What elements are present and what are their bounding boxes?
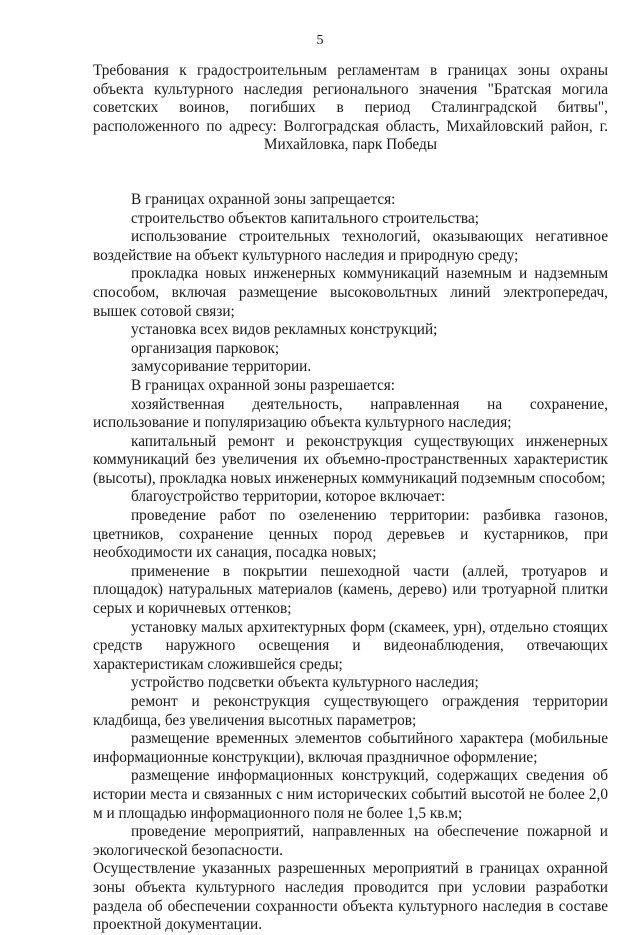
paragraph-item: прокладка новых инженерных коммуникаций наземным и надземным способом, включая размещение высоковольтных линий электропередач, вышек сотовой связи; bbox=[93, 265, 608, 320]
paragraph-item: устройство подсветки объекта культурного наследия; bbox=[131, 674, 479, 692]
paragraph-item: применение в покрытии пешеходной части (аллей, тротуаров и площадок) натуральных материалов (камень, дерево) или тротуарной плитки серых и коричневых оттенков; bbox=[93, 562, 608, 618]
paragraph-item: хозяйственная деятельность, направленная на сохранение, использование и популяризацию объекта культурного наследия; bbox=[93, 395, 608, 432]
paragraph-item: строительство объектов капитального строительства; bbox=[131, 209, 479, 227]
paragraph-item: проведение работ по озеленению территории: разбивка газонов, цветников, сохранение ценных пород деревьев и кустарников, при необходимости их санация, посадка новых; bbox=[93, 507, 608, 562]
paragraph-allowed-heading: В границах охранной зоны разрешается: bbox=[131, 376, 396, 394]
paragraph-item: использование строительных технологий, оказывающих негативное воздействие на объект культурного наследия и природную среду; bbox=[93, 228, 608, 264]
paragraph-item: размещение временных элементов событийного характера (мобильные информационные конструкции), включая праздничное оформление; bbox=[93, 730, 608, 766]
document-body bbox=[93, 62, 608, 935]
paragraph-item: размещение информационных конструкций, содержащих сведения об истории места и связанных с ним исторических событий высотой не более 2,0 м и площадью информационного поля не более 1,5 кв.м; bbox=[93, 767, 608, 822]
paragraph-item: проведение мероприятий, направленных на обеспечение пожарной и экологической безопасности. bbox=[93, 823, 608, 859]
paragraph-item: ремонт и реконструкция существующего ограждения территории кладбища, без увеличения высотных параметров; bbox=[93, 693, 608, 729]
document-title: Требования к градостроительным регламентам в границах зоны охраны объекта культурного наследия регионального значения "Братская могила советских воинов, погибших в период Сталинградской битвы", расположенного по адресу: Волгоградская область, Михайловский район, г. Михайловка, парк Победы bbox=[93, 62, 608, 154]
paragraph-item: замусоривание территории. bbox=[131, 358, 312, 376]
paragraph-prohibited-heading: В границах охранной зоны запрещается: bbox=[131, 190, 396, 208]
paragraph-item: капитальный ремонт и реконструкция существующих инженерных коммуникаций без увеличения их объемно-пространственных характеристик (высоты), прокладка новых инженерных коммуникаций подземным способом; bbox=[93, 432, 608, 487]
paragraph-item: благоустройство территории, которое включает: bbox=[131, 488, 446, 506]
paragraph-conclusion: Осуществление указанных разрешенных мероприятий в границах охранной зоны объекта культурного наследия проводится при условии разработки раздела об обеспечении сохранности объекта культурного наследия в составе проектной документации. bbox=[93, 860, 608, 934]
paragraph-item: установка всех видов рекламных конструкций; bbox=[131, 321, 438, 339]
page-number: 5 bbox=[316, 33, 324, 48]
paragraph-item: организация парковок; bbox=[131, 339, 280, 357]
paragraph-item: установку малых архитектурных форм (скамеек, урн), отдельно стоящих средств наружного освещения и видеонаблюдения, отвечающих характеристикам сложившейся среды; bbox=[93, 618, 608, 673]
